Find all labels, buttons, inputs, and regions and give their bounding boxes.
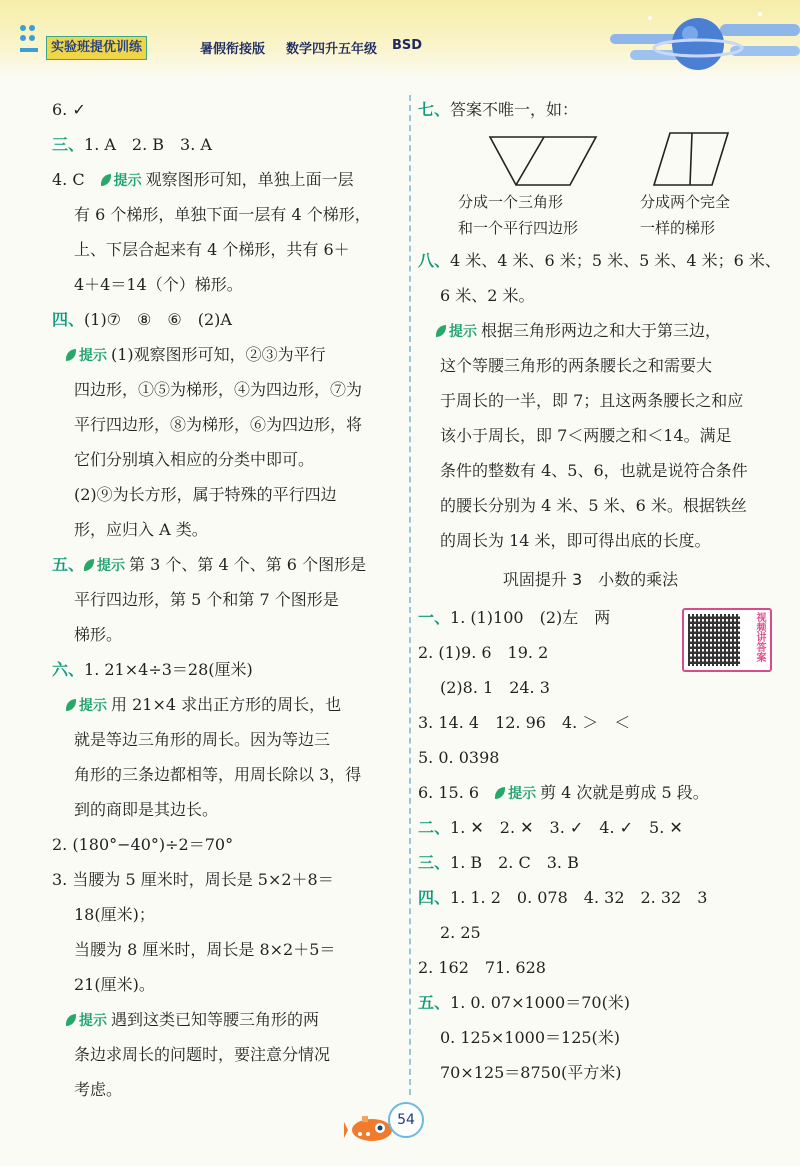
figure-caption-1: 分成一个三角形 和一个平行四边形 — [458, 193, 579, 237]
hint-line: 该小于周长，即 7＜两腰之和＜14。满足 — [440, 426, 732, 445]
hint-line: 的腰长分别为 4 米、5 米、6 米。根据铁丝 — [440, 496, 747, 515]
hint-label: 提示 — [66, 689, 107, 724]
decorative-dots-icon — [18, 22, 44, 62]
leaf-icon — [84, 559, 94, 571]
leaf-icon — [101, 174, 111, 186]
hint-line: 角形的三条边都相等，用周长除以 3，得 — [74, 765, 362, 784]
answer-line: 2. (1)9. 6 19. 2 — [418, 643, 549, 662]
hint-label: 提示 — [495, 777, 536, 812]
hint-line: 平行四边形，⑧为梯形，⑥为四边形，将 — [74, 415, 363, 434]
answer-line: 3. 14. 4 12. 96 4. ＞ ＜ — [418, 713, 631, 732]
hint-line: 提示 (1)观察图形可知，②③为平行 — [52, 337, 402, 372]
answer-line: (2)8. 1 24. 3 — [440, 678, 550, 697]
video-answer-qr-code[interactable] — [682, 608, 772, 672]
answer-line: 21(厘米)。 — [74, 975, 155, 994]
answer-line: 5. 0. 0398 — [418, 748, 500, 767]
hint-line: 的周长为 14 米，即可得出底的长度。 — [440, 531, 711, 550]
answer-line: 六、1. 21×4÷3＝28(厘米) — [52, 660, 253, 679]
section-number: 四、 — [52, 310, 85, 329]
page-number: 54 — [388, 1102, 424, 1138]
section-number: 七、 — [418, 100, 451, 119]
hint-line: 条件的整数有 4、5、6，也就是说符合条件 — [440, 461, 748, 480]
page-header — [0, 0, 800, 80]
hint-line: 它们分别填入相应的分类中即可。 — [74, 450, 315, 469]
answer-line: 上、下层合起来有 4 个梯形，共有 6＋ — [74, 240, 350, 259]
answer-line: 4＋4＝14（个）梯形。 — [74, 275, 243, 294]
planet-illustration-icon — [610, 4, 800, 80]
leaf-icon — [66, 1014, 76, 1026]
left-column — [52, 92, 402, 1107]
leaf-icon — [66, 349, 76, 361]
right-column — [418, 92, 781, 1090]
answer-line: 18(厘米)； — [74, 905, 155, 924]
answer-line: 2. 162 71. 628 — [418, 958, 546, 977]
hint-line: 平行四边形，第 5 个和第 7 个图形是 — [74, 590, 339, 609]
qr-code-icon — [688, 614, 740, 666]
section-number: 一、 — [418, 608, 451, 627]
answer-line: 有 6 个梯形，单独下面一层有 4 个梯形， — [74, 205, 371, 224]
hint-line: 条边求周长的问题时，要注意分情况 — [74, 1045, 331, 1064]
hint-line: 形，应归入 A 类。 — [74, 520, 208, 539]
answer-line: 二、1. ✕ 2. ✕ 3. ✓ 4. ✓ 5. ✕ — [418, 818, 683, 837]
answer-line: 当腰为 8 厘米时，周长是 8×2＋5＝ — [74, 940, 336, 959]
figure-caption-2: 分成两个完全 一样的梯形 — [640, 193, 731, 237]
section-number: 八、 — [418, 251, 451, 270]
answer-line: 五、1. 0. 07×1000＝70(米) — [418, 993, 631, 1012]
answer-line: 四、1. 1. 2 0. 078 4. 32 2. 32 3 — [418, 888, 708, 907]
hint-line: 梯形。 — [74, 625, 123, 644]
parallelogram-split-figure — [650, 129, 730, 189]
answer-line: 0. 125×1000＝125(米) — [440, 1028, 621, 1047]
hint-line: 考虑。 — [74, 1080, 123, 1099]
section-number: 五、 — [418, 993, 451, 1012]
hint-label: 提示 — [436, 315, 477, 350]
hint-label: 提示 — [66, 1004, 107, 1039]
series-brand: 实验班提优训练 — [46, 36, 147, 60]
trapezoid-split-figure — [488, 133, 598, 189]
answer-line: 四、(1)⑦ ⑧ ⑥ (2)A — [52, 310, 232, 329]
answer-line: 五、 提示 第 3 个、第 4 个、第 6 个图形是 — [52, 547, 402, 582]
subject-label: 数学四升五年级 — [286, 42, 378, 57]
section-number: 三、 — [418, 853, 451, 872]
section-number: 二、 — [418, 818, 451, 837]
answer-line: 70×125＝8750(平方米) — [440, 1063, 622, 1082]
answer-line: 八、4 米、4 米、6 米；5 米、5 米、4 米；6 米、 — [418, 251, 781, 270]
section-number: 四、 — [418, 888, 451, 907]
hint-line: 这个等腰三角形的两条腰长之和需要大 — [440, 356, 713, 375]
answer-line: 三、1. B 2. C 3. B — [418, 853, 579, 872]
hint-label: 提示 — [101, 164, 142, 199]
answer-line: 6. ✓ — [52, 100, 86, 119]
hint-line: 到的商即是其边长。 — [74, 800, 219, 819]
answer-line: 七、答案不唯一，如： — [418, 100, 579, 119]
section-number: 三、 — [52, 135, 85, 154]
column-divider — [409, 95, 411, 1095]
answer-line: 一、1. (1)100 (2)左 两 — [418, 608, 611, 627]
answer-line: 三、1. A 2. B 3. A — [52, 135, 212, 154]
answer-line: 4. C 提示 观察图形可知，单独上面一层 — [52, 162, 402, 197]
hint-line: 于周长的一半，即 7；且这两条腰长之和应 — [440, 391, 744, 410]
section-number: 六、 — [52, 660, 85, 679]
shape-figures — [418, 127, 763, 243]
hint-line: 提示 遇到这类已知等腰三角形的两 — [52, 1002, 402, 1037]
section-title: 巩固提升 3 小数的乘法 — [502, 570, 679, 589]
answer-line: 6. 15. 6 提示 剪 4 次就是剪成 5 段。 — [418, 775, 763, 810]
answer-line: 2. (180°−40°)÷2＝70° — [52, 835, 234, 854]
leaf-icon — [436, 325, 446, 337]
hint-line: 提示 用 21×4 求出正方形的周长，也 — [52, 687, 402, 722]
leaf-icon — [495, 787, 505, 799]
qr-label: 视频讲答案 — [754, 612, 765, 662]
answer-line: 3. 当腰为 5 厘米时，周长是 5×2＋8＝ — [52, 870, 334, 889]
hint-line: 四边形，①⑤为梯形，④为四边形，⑦为 — [74, 380, 363, 399]
hint-label: 提示 — [66, 339, 107, 374]
hint-line: (2)⑨为长方形，属于特殊的平行四边 — [74, 485, 337, 504]
hint-line: 就是等边三角形的周长。因为等边三 — [74, 730, 331, 749]
edition-label: 暑假衔接版 — [200, 42, 266, 57]
publisher-label: BSD — [392, 38, 423, 53]
hint-line: 提示 根据三角形两边之和大于第三边， — [418, 313, 763, 348]
leaf-icon — [66, 699, 76, 711]
hint-label: 提示 — [84, 549, 125, 584]
answer-line: 2. 25 — [440, 923, 481, 942]
answer-line: 6 米、2 米。 — [440, 286, 535, 305]
section-number: 五、 — [52, 555, 85, 574]
